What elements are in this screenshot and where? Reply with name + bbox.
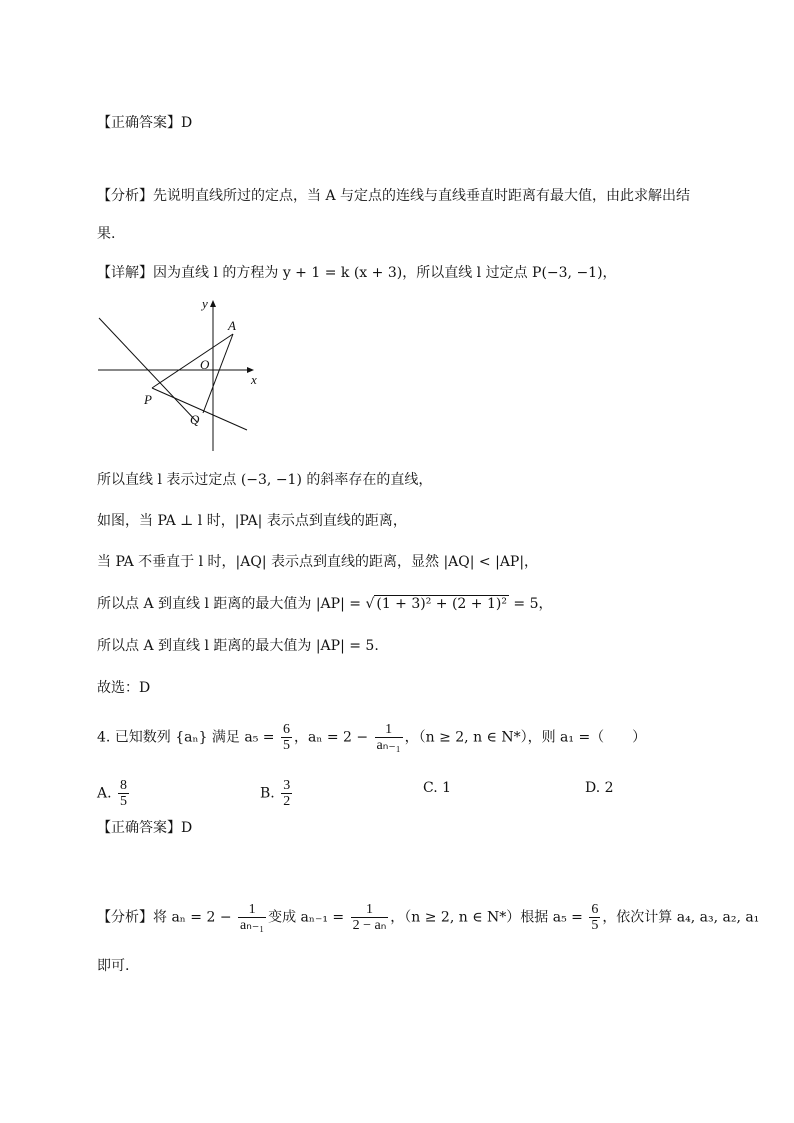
label-a: A bbox=[228, 318, 236, 333]
q4-option-c[interactable] bbox=[423, 780, 451, 796]
option-c-text: 1 bbox=[442, 780, 452, 796]
answer-value: D bbox=[181, 115, 193, 131]
q4-recursion-fraction: $\frac{1}{\text{aₙ₋₁}}$ bbox=[376, 722, 401, 753]
detail-text: 因为直线 l 的方程为 y + 1 = k (x + 3)，所以直线 l 过定点 P(−3, −1)， bbox=[153, 265, 617, 281]
y-axis-arrow bbox=[210, 300, 216, 307]
detail-text-7: 所以点 A 到直线 l 距离的最大值为 |AP| = 5. bbox=[97, 638, 379, 654]
answer-value-q4: D bbox=[181, 820, 193, 836]
answer-line-q4 bbox=[97, 818, 192, 838]
option-d-label: D. bbox=[585, 780, 601, 796]
detail-text-6-pre: 所以点 A 到直线 l 距离的最大值为 |AP| = bbox=[97, 596, 366, 612]
analysis-text-1: 先说明直线所过的定点，当 A 与定点的连线与直线垂直时距离有最大值，由此求解出结 bbox=[153, 188, 691, 204]
analysis-line-2 bbox=[97, 224, 115, 244]
option-a-fraction: $\frac{8}{5}$ bbox=[120, 778, 128, 809]
label-p: P bbox=[144, 392, 152, 407]
option-c-label: C. bbox=[423, 780, 438, 796]
label-y: y bbox=[202, 296, 208, 311]
detail-line-5 bbox=[97, 552, 538, 572]
q4-analysis-text-2: 即可. bbox=[97, 958, 130, 974]
q4-option-a[interactable] bbox=[97, 778, 131, 809]
answer-tag-q4: 【正确答案】 bbox=[97, 820, 181, 836]
option-d-text: 2 bbox=[604, 780, 614, 796]
q4-stem-pre: 4. 已知数列 {aₙ} 满足 a₅ = bbox=[97, 729, 279, 746]
detail-line bbox=[97, 263, 617, 283]
q4-analysis-line-2 bbox=[97, 956, 129, 976]
q4-analysis-fraction-2: $\frac{1}{\text{2 − aₙ}}$ bbox=[352, 902, 387, 933]
q4-stem-post: ，（n ≥ 2, n ∈ N*），则 a₁ =（ ） bbox=[404, 729, 647, 746]
segment-aq bbox=[203, 334, 233, 413]
q4-analysis-pre: 将 aₙ = 2 − bbox=[153, 909, 237, 926]
q4-analysis-mid2: ，（n ≥ 2, n ∈ N*）根据 a₅ = bbox=[390, 909, 588, 926]
q4-analysis-line bbox=[97, 902, 759, 933]
detail-text-3: 所以直线 l 表示过定点 (−3, −1) 的斜率存在的直线， bbox=[97, 472, 433, 488]
label-o: O bbox=[200, 357, 210, 372]
detail-line-7 bbox=[97, 636, 379, 656]
q4-analysis-fraction-3: $\frac{6}{5}$ bbox=[591, 902, 599, 933]
sqrt-expression: √ (1 + 3)² + (2 + 1)² bbox=[365, 596, 507, 612]
choose-line-q3 bbox=[97, 678, 150, 698]
label-q: Q bbox=[190, 412, 200, 427]
q4-analysis-fraction-1: $\frac{1}{\text{aₙ₋₁}}$ bbox=[240, 902, 265, 933]
detail-line-6 bbox=[97, 594, 553, 614]
detail-line-4 bbox=[97, 511, 407, 531]
line-l-shallow bbox=[152, 388, 247, 430]
option-a-label: A. bbox=[97, 785, 112, 802]
option-b-fraction: $\frac{3}{2}$ bbox=[283, 778, 291, 809]
analysis-text-2: 果. bbox=[97, 226, 116, 242]
detail-line-3 bbox=[97, 470, 432, 490]
geometry-figure bbox=[96, 296, 256, 456]
sqrt-radicand: (1 + 3)² + (2 + 1)² bbox=[376, 596, 507, 612]
q4-stem bbox=[97, 722, 646, 753]
q4-option-b[interactable] bbox=[260, 778, 294, 809]
q4-analysis-tag: 【分析】 bbox=[97, 909, 153, 926]
q4-a5-fraction: $\frac{6}{5}$ bbox=[282, 722, 290, 753]
analysis-line-1 bbox=[97, 186, 690, 206]
detail-text-4: 如图，当 PA ⊥ l 时，|PA| 表示点到直线的距离， bbox=[97, 513, 407, 529]
analysis-tag: 【分析】 bbox=[97, 188, 153, 204]
option-b-label: B. bbox=[260, 785, 275, 802]
detail-text-6-post: = 5， bbox=[508, 596, 553, 612]
answer-tag: 【正确答案】 bbox=[97, 115, 181, 131]
q4-analysis-post: ，依次计算 a₄, a₃, a₂, a₁ bbox=[602, 909, 760, 926]
label-x: x bbox=[251, 372, 257, 387]
q4-stem-mid: ，aₙ = 2 − bbox=[293, 729, 373, 746]
answer-line-q3 bbox=[97, 113, 192, 133]
q4-option-d[interactable] bbox=[585, 780, 614, 796]
detail-text-5: 当 PA 不垂直于 l 时，|AQ| 表示点到直线的距离，显然 |AQ| < |AP|， bbox=[97, 554, 539, 570]
choose-text: 故选：D bbox=[97, 680, 151, 696]
detail-tag: 【详解】 bbox=[97, 265, 153, 281]
segment-pa bbox=[152, 334, 233, 388]
q4-analysis-mid: 变成 aₙ₋₁ = bbox=[268, 909, 349, 926]
